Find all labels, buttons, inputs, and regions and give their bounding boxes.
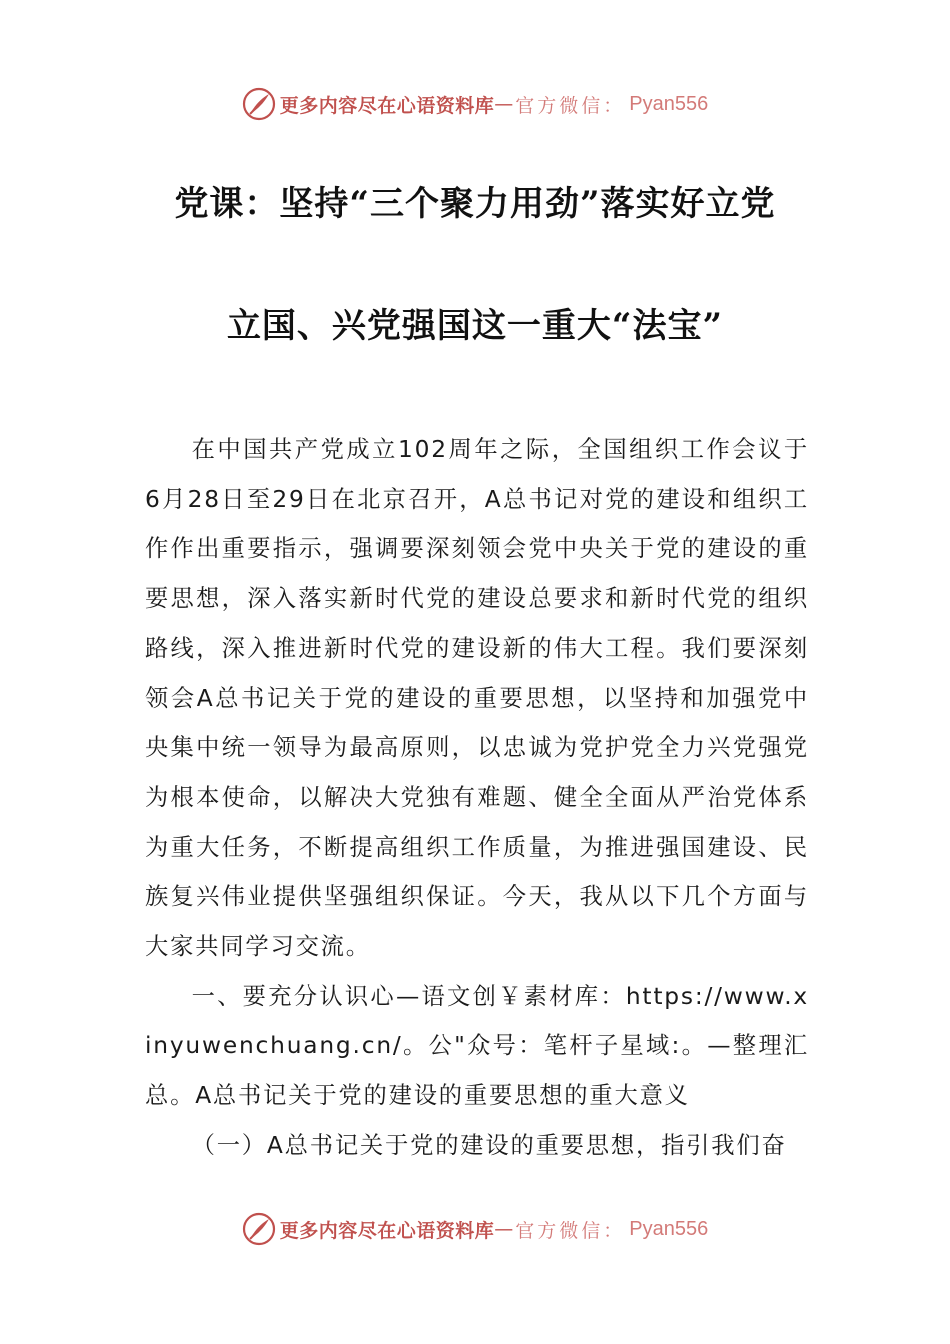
body-paragraph: （一）A总书记关于党的建设的重要思想，指引我们奋 [191,1131,787,1159]
banner-wechat-label: 官方微信： [515,94,626,117]
banner-wechat-label: 官方微信： [515,1219,626,1242]
body-paragraph: 一、要充分认识心—语文创￥素材库：https://www.xinyuwenchuang.cn/。公"众号：笔杆子星域:。—整理汇总。A总书记关于党的建设的重要思想的重大意义 [145,982,809,1110]
banner-wechat-id: Pyan556 [629,1217,709,1240]
banner-slogan: 更多内容尽在心语资料库 [279,1219,495,1242]
banner-separator: — [494,1218,514,1240]
body-paragraph: 在中国共产党成立102周年之际，全国组织工作会议于6月28日至29日在北京召开，A总书记对党的建设和组织工作作出重要指示，强调要深刻领会党中央关于党的建设的重要思想，深入落实新时代党的建设总要求和新时代党的组织路线，深入推进新时代党的建设新的伟大工程。我们要深刻领会A总书记关于党的建设的重要思想，以坚持和加强党中央集中统一领导为最高原则，以忠诚为党护党全力兴党强党为根本使命，以解决大党独有难题、健全全面从严治党体系为重大任务，不断提高组织工作质量，为推进强国建设、民族复兴伟业提供坚强组织保证。今天，我从以下几个方面与大家共同学习交流。 [145,436,809,961]
banner-slogan: 更多内容尽在心语资料库 [279,94,495,117]
quill-logo-icon [242,87,276,121]
banner-separator: — [494,93,514,115]
header-banner [0,84,950,124]
document-title-line-1: 党课：坚持“三个聚力用劲”落实好立党 [174,184,776,224]
banner-wechat-id: Pyan556 [629,92,709,115]
document-body [145,425,809,1171]
quill-logo-icon [242,1212,276,1246]
document-title-line-2: 立国、兴党强国这一重大“法宝” [226,306,724,346]
footer-banner [0,1209,950,1249]
